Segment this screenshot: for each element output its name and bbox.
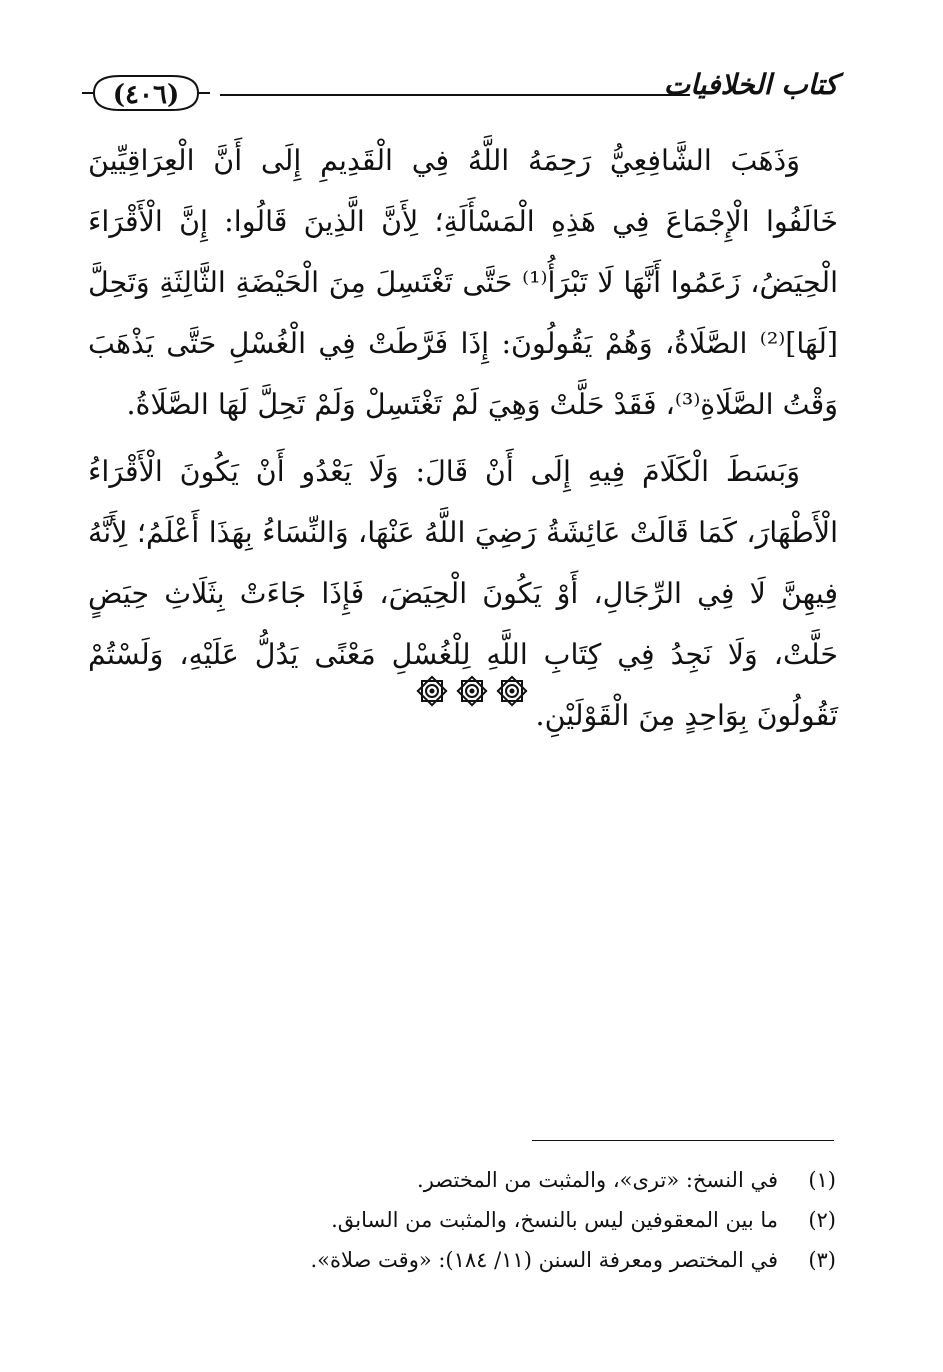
book-title: كتاب الخلافيات bbox=[663, 68, 838, 101]
footnote-number: (٣) bbox=[808, 1248, 836, 1272]
header-rule bbox=[220, 94, 690, 96]
footnote-3 bbox=[88, 1240, 836, 1280]
footnote-1 bbox=[88, 1160, 836, 1200]
star-ornament-icon bbox=[455, 674, 489, 708]
footnote-text: في النسخ: «ترى»، والمثبت من المختصر. bbox=[417, 1168, 778, 1192]
page-number: (٤٠٦) bbox=[112, 80, 180, 110]
paragraph-2: وَبَسَطَ الْكَلَامَ فِيهِ إِلَى أَنْ قَالَ: وَلَا يَعْدُو أَنْ يَكُونَ الْأَقْرَاءُ الْأَطْهَارَ، كَمَا قَالَتْ عَائِشَةُ رَضِيَ اللَّهُ عَنْهَا، وَالنِّسَاءُ بِهَذَا أَعْلَمُ؛ لِأَنَّهُ فِيهِنَّ لَا فِي الرِّجَالِ، أَوْ يَكُونَ الْحِيَضَ، فَإِذَا جَاءَتْ بِثَلَاثِ حِيَضٍ حَلَّتْ، وَلَا نَجِدُ فِي كِتَابِ اللَّهِ لِلْغُسْلِ مَعْنًى يَدُلُّ عَلَيْهِ، وَلَسْتُمْ تَقُولُونَ بِوَاحِدٍ مِنَ الْقَوْلَيْنِ. bbox=[88, 455, 838, 732]
footnote-text: في المختصر ومعرفة السنن (١١/ ١٨٤): «وقت صلاة». bbox=[310, 1248, 778, 1272]
footnote-number: (٢) bbox=[808, 1208, 836, 1232]
footnote-number: (١) bbox=[808, 1168, 836, 1192]
page-number-frame bbox=[80, 70, 212, 116]
footnote-text: ما بين المعقوفين ليس بالنسخ، والمثبت من السابق. bbox=[331, 1208, 778, 1232]
footnote-2 bbox=[88, 1200, 836, 1240]
section-divider-ornaments bbox=[0, 674, 943, 708]
page-header bbox=[80, 66, 838, 116]
star-ornament-icon bbox=[495, 674, 529, 708]
main-text bbox=[88, 130, 838, 752]
footnote-separator bbox=[532, 1140, 834, 1141]
paragraph-1: وَذَهَبَ الشَّافِعِيُّ رَحِمَهُ اللَّهُ فِي الْقَدِيمِ إِلَى أَنَّ الْعِرَاقِيِّينَ خَالَفُوا الْإِجْمَاعَ فِي هَذِهِ الْمَسْأَلَةِ؛ لِأَنَّ الَّذِينَ قَالُوا: إِنَّ الْأَقْرَاءَ الْحِيَضُ، زَعَمُوا أَنَّهَا لَا تَبْرَأُ⁽¹⁾ حَتَّى تَغْتَسِلَ مِنَ الْحَيْضَةِ الثَّالِثَةِ وَتَحِلَّ [لَهَا]⁽²⁾ الصَّلَاةُ، وَهُمْ يَقُولُونَ: إِذَا فَرَّطَتْ فِي الْغُسْلِ حَتَّى يَذْهَبَ وَقْتُ الصَّلَاةِ⁽³⁾، فَقَدْ حَلَّتْ وَهِيَ لَمْ تَغْتَسِلْ وَلَمْ تَحِلَّ لَهَا الصَّلَاةُ. bbox=[88, 144, 838, 421]
footnotes bbox=[88, 1160, 836, 1280]
star-ornament-icon bbox=[415, 674, 449, 708]
